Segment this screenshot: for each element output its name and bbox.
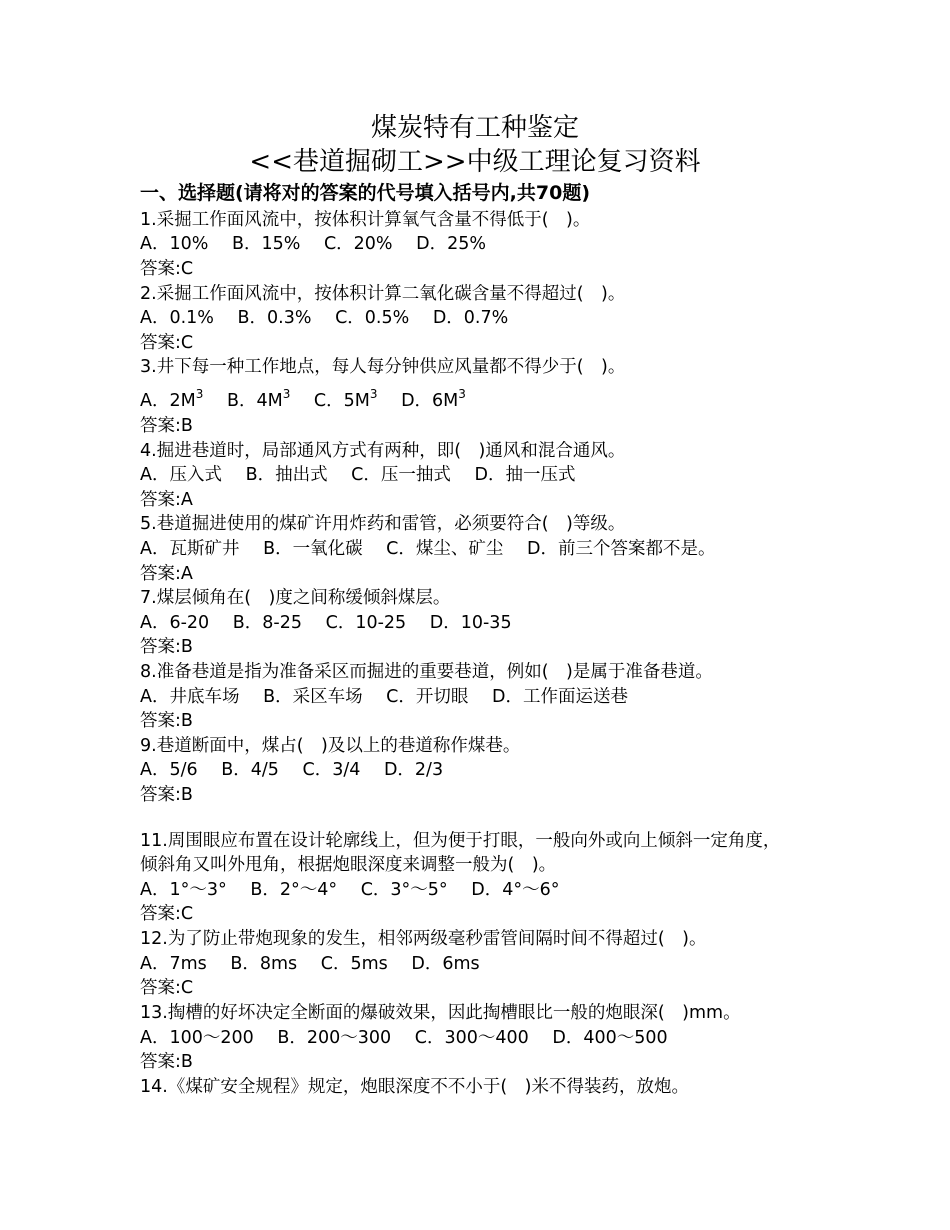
answer: 答案:C	[140, 333, 194, 353]
question-options	[140, 306, 508, 330]
option-a: A．1°～3°	[140, 880, 227, 900]
document-title-line1: 煤炭特有工种鉴定	[370, 113, 579, 143]
option-b: B．采区车场	[263, 687, 363, 707]
option-d: D．抽一压式	[474, 465, 576, 485]
question-stem: 3.井下每一种工作地点，每人每分钟供应风量都不得少于( )。	[140, 357, 626, 377]
answer: 答案:B	[140, 637, 193, 657]
option-d: D．6ms	[411, 954, 480, 974]
question-stem: 12.为了防止带炮现象的发生，相邻两级毫秒雷管间隔时间不得超过( )。	[140, 929, 707, 949]
option-b: B．4/5	[221, 760, 279, 780]
option-c: C．0.5%	[335, 308, 410, 328]
question-options	[140, 758, 443, 782]
option-a: A．5/6	[140, 760, 198, 780]
option-c: C．压一抽式	[351, 465, 451, 485]
option-d: D．工作面运送巷	[491, 687, 628, 707]
option-d: D．4°～6°	[471, 880, 560, 900]
option-a: A．瓦斯矿井	[140, 539, 240, 559]
option-d: D．25%	[416, 234, 487, 254]
option-b: B．2°～4°	[250, 880, 338, 900]
question-stem: 7.煤层倾角在( )度之间称缓倾斜煤层。	[140, 588, 451, 608]
option-d: D．前三个答案都不是。	[526, 539, 716, 559]
section-heading: 一、选择题(请将对的答案的代号填入括号内,共70题)	[140, 182, 591, 204]
option-b: B．$4M^3$	[226, 387, 291, 411]
option-a: A．$2M^3$	[140, 387, 204, 411]
answer: 答案:B	[140, 1052, 193, 1072]
option-d: D．400～500	[552, 1028, 668, 1048]
question-stem: 11.周围眼应布置在设计轮廓线上，但为便于打眼，一般向外或向上倾斜一定角度，	[140, 831, 781, 851]
option-c: C．10-25	[325, 613, 407, 633]
question-options	[140, 232, 486, 256]
option-a: A．100～200	[140, 1028, 254, 1048]
answer: 答案:C	[140, 259, 194, 279]
question-stem: 9.巷道断面中，煤占( )及以上的巷道称作煤巷。	[140, 736, 521, 756]
question-stem: 8.准备巷道是指为准备采区而掘进的重要巷道，例如( )是属于准备巷道。	[140, 662, 713, 682]
option-d: D．10-35	[429, 613, 512, 633]
option-b: B．200～300	[277, 1028, 392, 1048]
option-c: C．5ms	[320, 954, 388, 974]
superscript-3: 3	[369, 387, 378, 401]
option-d: D．0.7%	[432, 308, 509, 328]
question-options	[140, 952, 480, 976]
superscript-3: 3	[458, 387, 466, 401]
option-b: B．15%	[231, 234, 301, 254]
question-options	[140, 685, 628, 709]
option-c: C．$5M^3$	[313, 387, 378, 411]
superscript-3: 3	[195, 387, 204, 401]
question-options	[140, 611, 512, 635]
option-b: B．抽出式	[245, 465, 328, 485]
option-c: C．20%	[323, 234, 393, 254]
superscript-3: 3	[282, 387, 291, 401]
option-b: B．一氧化碳	[263, 539, 363, 559]
question-options	[140, 389, 466, 413]
answer: 答案:A	[140, 490, 193, 510]
option-a: A．0.1%	[140, 308, 214, 328]
option-d: D．2/3	[383, 760, 444, 780]
question-options	[140, 537, 715, 561]
option-a: A．10%	[140, 234, 209, 254]
option-c: C．开切眼	[386, 687, 469, 707]
question-stem: 14.《煤矿安全规程》规定，炮眼深度不不小于( )米不得装药，放炮。	[140, 1077, 689, 1097]
question-options	[140, 1026, 668, 1050]
option-b: B．0.3%	[237, 308, 312, 328]
option-c: C．3/4	[302, 760, 361, 780]
option-c: C．煤尘、矿尘	[386, 539, 504, 559]
option-a: A．压入式	[140, 465, 222, 485]
answer: 答案:A	[140, 564, 193, 584]
option-a: A．井底车场	[140, 687, 240, 707]
question-stem: 13.掏槽的好坏决定全断面的爆破效果，因此掏槽眼比一般的炮眼深( )mm。	[140, 1003, 741, 1023]
option-b: B．8-25	[232, 613, 303, 633]
answer: 答案:C	[140, 978, 194, 998]
option-c: C．300～400	[414, 1028, 529, 1048]
option-b: B．8ms	[230, 954, 298, 974]
question-stem: 2.采掘工作面风流中，按体积计算二氧化碳含量不得超过( )。	[140, 284, 626, 304]
answer: 答案:B	[140, 416, 193, 436]
answer: 答案:B	[140, 785, 193, 805]
option-a: A．7ms	[140, 954, 207, 974]
question-stem: 5.巷道掘进使用的煤矿许用炸药和雷管，必须要符合( )等级。	[140, 514, 626, 534]
document-title-line2: <<巷道掘砌工>>中级工理论复习资料	[249, 147, 701, 177]
question-stem: 1.采掘工作面风流中，按体积计算氧气含量不得低于( )。	[140, 210, 591, 230]
answer: 答案:C	[140, 904, 194, 924]
question-stem-continued: 倾斜角又叫外甩角，根据炮眼深度来调整一般为( )。	[140, 855, 557, 875]
question-stem: 4.掘进巷道时，局部通风方式有两种，即( )通风和混合通风。	[140, 441, 626, 461]
question-options	[140, 878, 560, 902]
option-d: D．$6M^3$	[401, 387, 466, 411]
option-a: A．6-20	[140, 613, 210, 633]
answer: 答案:B	[140, 711, 193, 731]
question-options	[140, 463, 575, 487]
option-c: C．3°～5°	[360, 880, 448, 900]
